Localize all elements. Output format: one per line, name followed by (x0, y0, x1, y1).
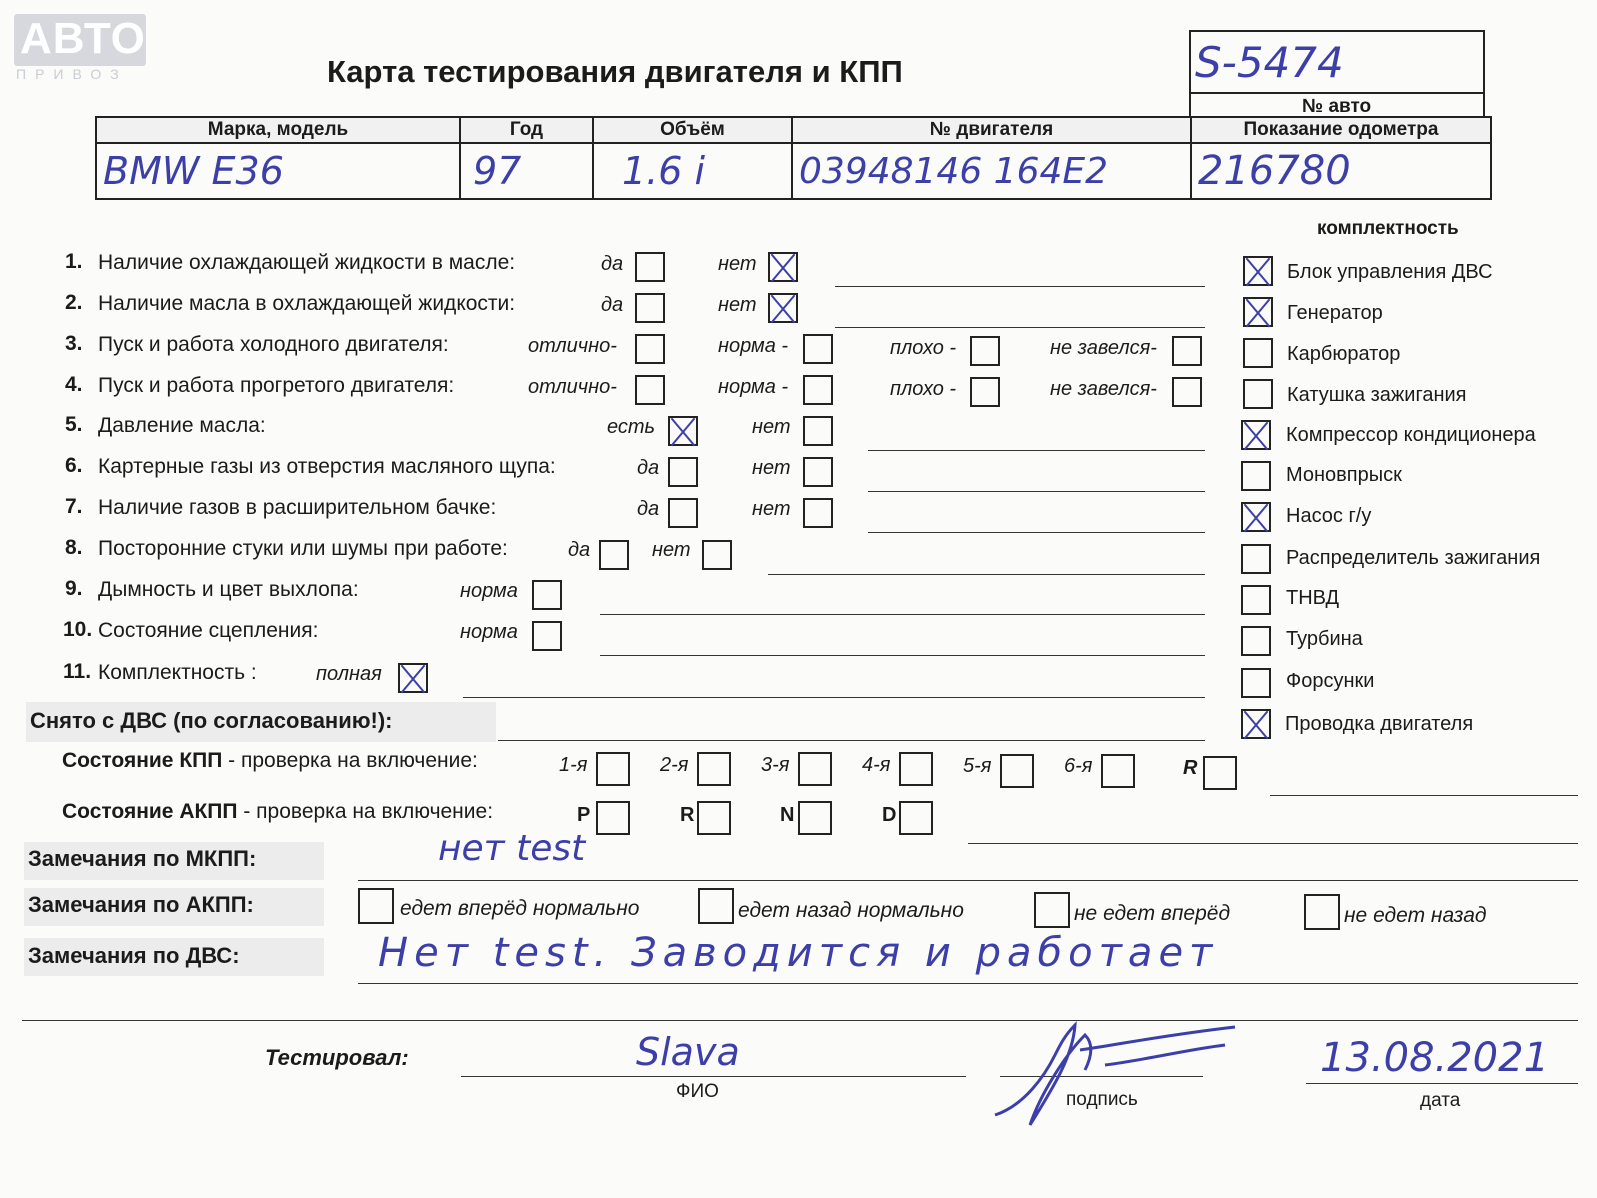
q6-no-checkbox[interactable] (803, 457, 833, 487)
q2-text: Наличие масла в охлаждающей жидкости: (98, 292, 516, 315)
kit-monoinjection-label: Моновпрыск (1286, 464, 1402, 486)
q5-text: Давление масла: (98, 414, 266, 437)
q6-opt-yes: да (637, 457, 660, 479)
q8-text: Посторонние стуки или шумы при работе: (98, 537, 508, 560)
kit-title: комплектность (1317, 218, 1459, 239)
kit-generator-label: Генератор (1287, 302, 1383, 324)
q8-number: 8. (65, 536, 83, 559)
gear-r-label: R (1183, 757, 1198, 779)
gear-r-checkbox[interactable] (1203, 756, 1237, 790)
q3-opt-normal: норма - (718, 335, 789, 357)
q3-normal-checkbox[interactable] (803, 334, 833, 364)
akpp-no-forward-checkbox[interactable] (1034, 892, 1070, 928)
q1-number: 1. (65, 250, 83, 273)
q2-notes-line[interactable] (835, 327, 1205, 328)
q11-number: 11. (63, 660, 92, 683)
kit-injectors-label: Форсунки (1286, 670, 1375, 692)
kit-distributor-label: Распределитель зажигания (1286, 547, 1541, 569)
q3-opt-nostart: не завелся- (1050, 337, 1157, 359)
q9-normal-checkbox[interactable] (532, 580, 562, 610)
remarks-dvs-line[interactable] (358, 983, 1578, 984)
q4-opt-normal: норма - (718, 376, 789, 398)
q9-number: 9. (65, 577, 83, 600)
q3-bad-checkbox[interactable] (970, 336, 1000, 366)
akpp-notes-line[interactable] (968, 843, 1578, 844)
q4-text: Пуск и работа прогретого двигателя: (98, 374, 455, 397)
kpp-notes-line[interactable] (1270, 795, 1578, 796)
kit-power-steering-pump-checkbox[interactable] (1241, 502, 1271, 532)
q11-text: Комплектность : (98, 661, 257, 684)
logo-subtext: ПРИВОЗ (16, 66, 128, 82)
q6-yes-checkbox[interactable] (668, 457, 698, 487)
q4-nostart-checkbox[interactable] (1172, 377, 1202, 407)
q3-text: Пуск и работа холодного двигателя: (98, 333, 449, 356)
kit-injection-pump-label: ТНВД (1286, 587, 1340, 609)
date-label: дата (1420, 1090, 1461, 1111)
q5-yes-checkbox[interactable] (668, 416, 698, 446)
col-year: Год (460, 117, 593, 143)
kit-carburetor-label: Карбюратор (1287, 343, 1401, 365)
akpp-reverse-ok-label: едет назад нормально (738, 899, 964, 922)
q4-opt-excellent: отлично- (528, 376, 617, 398)
gear-6-label: 6-я (1064, 755, 1093, 777)
q1-yes-checkbox[interactable] (635, 252, 665, 282)
kit-turbo-label: Турбина (1286, 628, 1363, 650)
logo-text: АВТО (20, 14, 146, 63)
q6-number: 6. (65, 454, 83, 477)
q1-no-checkbox[interactable] (768, 252, 798, 282)
q3-number: 3. (65, 332, 83, 355)
q5-number: 5. (65, 413, 83, 436)
q4-bad-checkbox[interactable] (970, 377, 1000, 407)
q1-opt-yes: да (601, 253, 624, 275)
akpp-label: Состояние АКПП - проверка на включение: (62, 800, 494, 823)
q7-opt-no: нет (752, 498, 791, 520)
q5-no-checkbox[interactable] (803, 416, 833, 446)
q3-opt-excellent: отлично- (528, 335, 617, 357)
gear-1-checkbox[interactable] (596, 752, 630, 786)
kpp-label: Состояние КПП - проверка на включение: (62, 749, 478, 772)
akpp-forward-ok-label: едет вперёд нормально (400, 897, 640, 920)
q8-no-checkbox[interactable] (702, 540, 732, 570)
kit-ignition-coil-checkbox[interactable] (1243, 379, 1273, 409)
gear-5-label: 5-я (963, 755, 992, 777)
mode-d-checkbox[interactable] (899, 801, 933, 835)
gear-5-checkbox[interactable] (1000, 754, 1034, 788)
volume-value[interactable]: 1.6 i (593, 143, 792, 199)
mode-n-label: N (780, 804, 795, 826)
q2-opt-yes: да (601, 294, 624, 316)
q10-text: Состояние сцепления: (98, 619, 319, 642)
gear-2-label: 2-я (660, 754, 689, 776)
kit-generator-checkbox[interactable] (1243, 297, 1273, 327)
q2-no-checkbox[interactable] (768, 293, 798, 323)
brand-value[interactable]: ВМW Е36 (96, 143, 460, 199)
q5-opt-yes: есть (607, 416, 656, 438)
q2-yes-checkbox[interactable] (635, 293, 665, 323)
akpp-no-reverse-checkbox[interactable] (1304, 894, 1340, 930)
remarks-mkpp-line[interactable] (358, 880, 1578, 881)
tested-by-label: Тестировал: (265, 1045, 409, 1070)
q3-nostart-checkbox[interactable] (1172, 336, 1202, 366)
q5-opt-no: нет (752, 416, 791, 438)
q7-no-checkbox[interactable] (803, 498, 833, 528)
date-line[interactable] (1306, 1083, 1578, 1084)
q4-number: 4. (65, 373, 83, 396)
q4-excellent-checkbox[interactable] (635, 375, 665, 405)
kit-ac-compressor-label: Компрессор кондиционера (1286, 424, 1536, 446)
q7-number: 7. (65, 495, 83, 518)
mode-r-checkbox[interactable] (697, 801, 731, 835)
mode-p-label: P (577, 804, 591, 826)
q7-yes-checkbox[interactable] (668, 498, 698, 528)
kit-distributor-checkbox[interactable] (1241, 544, 1271, 574)
kit-ac-compressor-checkbox[interactable] (1241, 420, 1271, 450)
q8-yes-checkbox[interactable] (599, 540, 629, 570)
kit-carburetor-checkbox[interactable] (1243, 338, 1273, 368)
q9-opt-normal: норма (460, 580, 518, 602)
akpp-reverse-ok-checkbox[interactable] (698, 888, 734, 924)
col-brand: Марка, модель (96, 117, 460, 143)
q1-opt-no: нет (718, 253, 757, 275)
kit-ignition-coil-label: Катушка зажигания (1287, 384, 1467, 406)
kit-injectors-checkbox[interactable] (1241, 668, 1271, 698)
kit-monoinjection-checkbox[interactable] (1241, 461, 1271, 491)
kit-turbo-checkbox[interactable] (1241, 626, 1271, 656)
removed-notes-line[interactable] (498, 740, 1205, 741)
q10-notes-line[interactable] (600, 655, 1205, 656)
q11-full-checkbox[interactable] (398, 663, 428, 693)
akpp-forward-ok-checkbox[interactable] (358, 888, 394, 924)
removed-label: Снято с ДВС (по согласованию!): (30, 708, 393, 733)
q6-notes-line[interactable] (868, 491, 1205, 492)
q3-opt-bad: плохо - (890, 337, 957, 359)
mode-d-label: D (882, 804, 897, 826)
gear-4-checkbox[interactable] (899, 752, 933, 786)
col-odometer: Показание одометра (1191, 117, 1491, 143)
col-volume: Объём (593, 117, 792, 143)
q10-normal-checkbox[interactable] (532, 621, 562, 651)
tester-name-value[interactable]: Slava (636, 1030, 740, 1074)
remarks-akpp-label: Замечания по АКПП: (28, 892, 254, 917)
kit-ecu-label: Блок управления ДВС (1287, 261, 1493, 283)
vehicle-info-table (95, 116, 1492, 200)
q2-number: 2. (65, 291, 83, 314)
q11-opt-full: полная (316, 663, 382, 685)
q9-text: Дымность и цвет выхлопа: (98, 578, 359, 601)
q10-opt-normal: норма (460, 621, 518, 643)
gear-3-checkbox[interactable] (798, 752, 832, 786)
q6-text: Картерные газы из отверстия масляного щупа: (98, 455, 556, 478)
q8-notes-line[interactable] (768, 574, 1205, 575)
engine-no-value[interactable]: 03948146 164E2 (792, 143, 1191, 199)
signature-image (985, 1015, 1255, 1135)
q1-text: Наличие охлаждающей жидкости в масле: (98, 251, 516, 274)
mode-n-checkbox[interactable] (798, 801, 832, 835)
q1-notes-line[interactable] (835, 286, 1205, 287)
q4-opt-bad: плохо - (890, 378, 957, 400)
page-title: Карта тестирования двигателя и КПП (327, 54, 903, 89)
q10-number: 10. (63, 618, 93, 641)
date-value[interactable]: 13.08.2021 (1320, 1035, 1550, 1081)
gear-6-checkbox[interactable] (1101, 754, 1135, 788)
q3-excellent-checkbox[interactable] (635, 334, 665, 364)
odometer-value[interactable]: 216780 (1191, 143, 1491, 199)
kit-power-steering-pump-label: Насос г/у (1286, 505, 1372, 527)
q4-opt-nostart: не завелся- (1050, 378, 1157, 400)
gear-4-label: 4-я (862, 754, 891, 776)
q2-opt-no: нет (718, 294, 757, 316)
kit-engine-wiring-checkbox[interactable] (1241, 709, 1271, 739)
kit-engine-wiring-label: Проводка двигателя (1285, 713, 1474, 735)
signature-label: подпись (1066, 1089, 1138, 1110)
q7-opt-yes: да (637, 498, 660, 520)
kit-ecu-checkbox[interactable] (1243, 256, 1273, 286)
gear-2-checkbox[interactable] (697, 752, 731, 786)
remarks-mkpp-value[interactable]: нет test (438, 828, 586, 869)
col-engine-no: № двигателя (792, 117, 1191, 143)
remarks-dvs-value[interactable]: Нет test. Заводится и работает (378, 930, 1219, 976)
car-number-value[interactable]: S-5474 (1195, 38, 1344, 87)
q9-notes-line[interactable] (600, 614, 1205, 615)
q7-notes-line[interactable] (868, 532, 1205, 533)
q8-opt-no: нет (652, 539, 691, 561)
q11-notes-line[interactable] (463, 697, 1205, 698)
car-number-label: № авто (1302, 96, 1372, 117)
year-value[interactable]: 97 (460, 143, 593, 199)
remarks-mkpp-label: Замечания по МКПП: (28, 846, 257, 871)
kit-injection-pump-checkbox[interactable] (1241, 585, 1271, 615)
q5-notes-line[interactable] (868, 450, 1205, 451)
akpp-no-reverse-label: не едет назад (1344, 904, 1487, 927)
q6-opt-no: нет (752, 457, 791, 479)
mode-p-checkbox[interactable] (596, 801, 630, 835)
gear-1-label: 1-я (559, 754, 588, 776)
fio-label: ФИО (676, 1081, 719, 1102)
q7-text: Наличие газов в расширительном бачке: (98, 496, 497, 519)
q4-normal-checkbox[interactable] (803, 375, 833, 405)
akpp-no-forward-label: не едет вперёд (1074, 902, 1231, 925)
q8-opt-yes: да (568, 539, 591, 561)
divider (22, 1020, 1578, 1021)
mode-r-label: R (680, 804, 695, 826)
fio-line[interactable] (461, 1076, 966, 1077)
remarks-dvs-label: Замечания по ДВС: (28, 943, 240, 968)
gear-3-label: 3-я (761, 754, 790, 776)
